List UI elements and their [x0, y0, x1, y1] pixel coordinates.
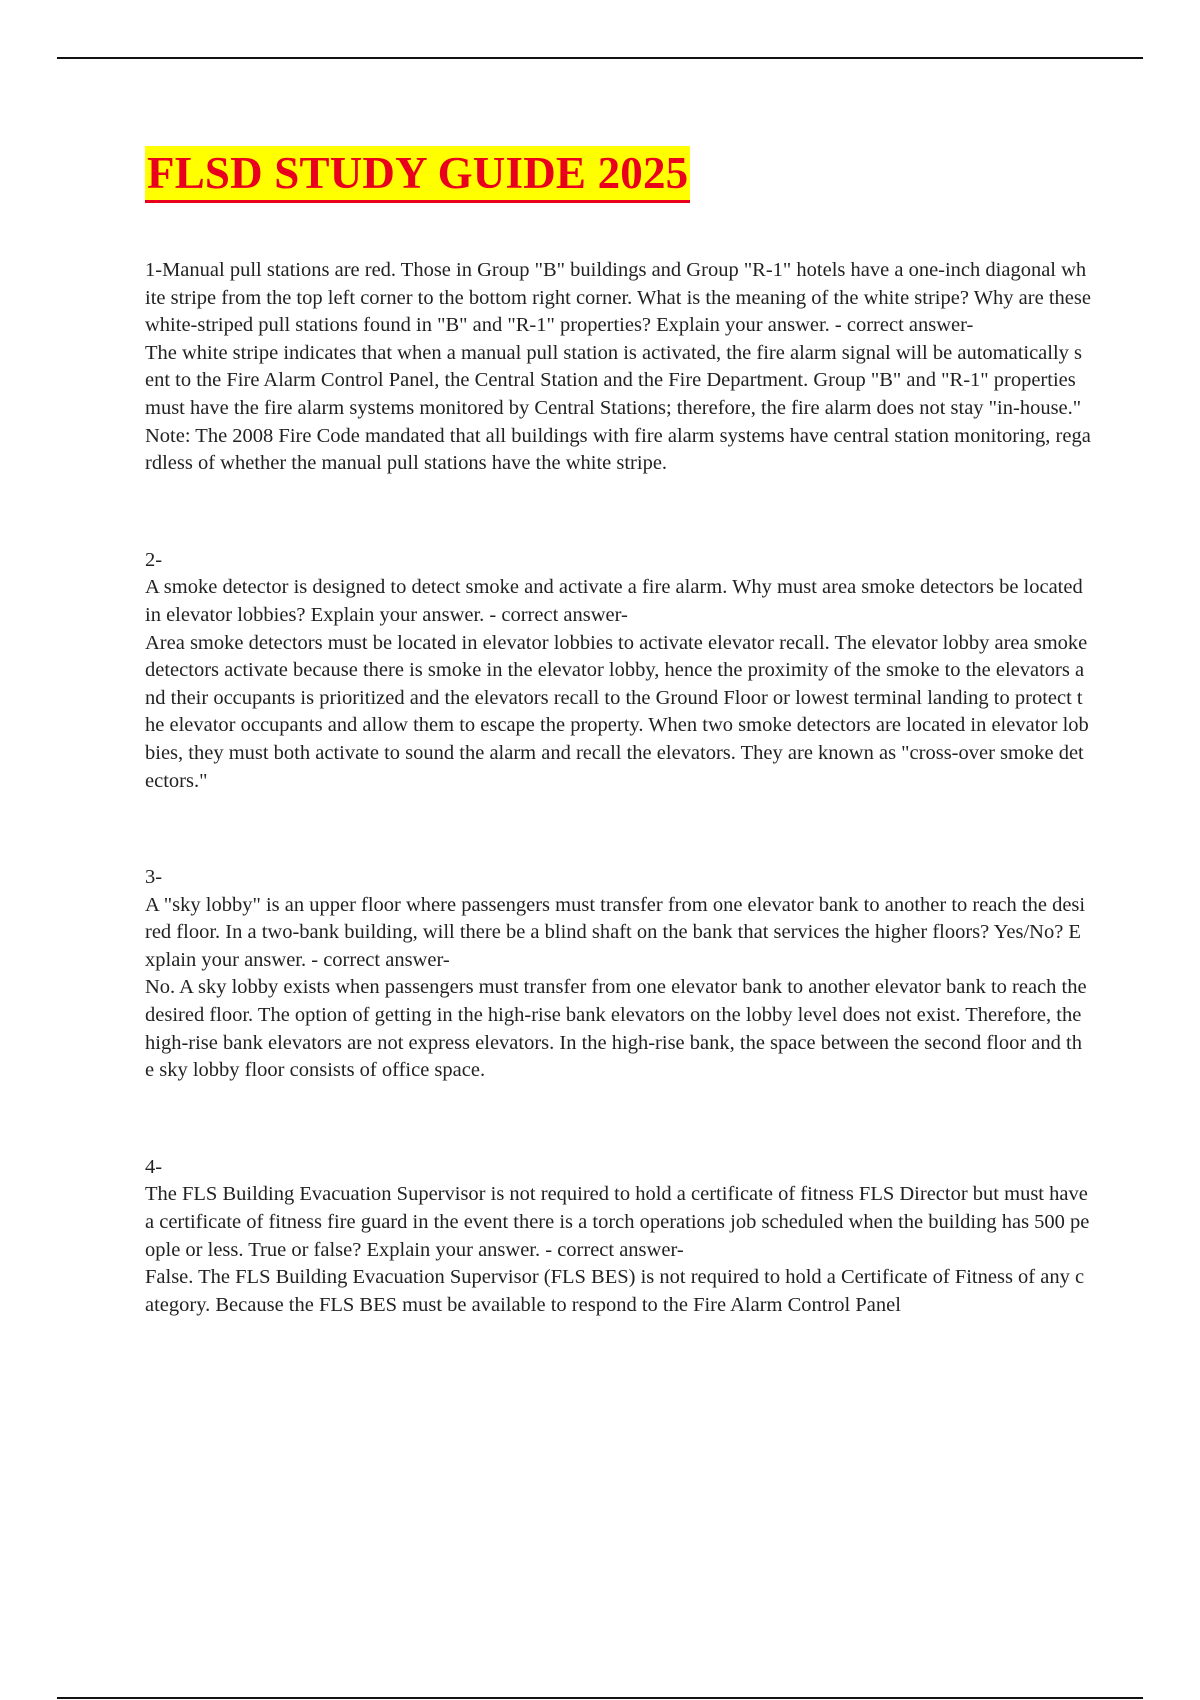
answer-text: No. A sky lobby exists when passengers must transfer from one elevator bank to another elevator bank to reach the desired floor. The option of getting in the high-rise bank elevators on the lobby level does not exist. Therefore, the high-rise bank elevators are not express elevators. In the high-rise bank, the space between the second floor and the sky lobby floor consists of office space.: [145, 976, 1087, 1082]
question-number: 2-: [145, 548, 163, 571]
qa-item-4: [145, 1154, 1091, 1320]
question-number: 4-: [145, 1155, 163, 1178]
answer-text: Area smoke detectors must be located in elevator lobbies to activate elevator recall. The elevator lobby area smoke detectors activate because there is smoke in the elevator lobby, hence the proximity of the smoke to the elevators and their occupants is prioritized and the elevators recall to the Ground Floor or lowest terminal landing to protect the elevator occupants and allow them to escape the property. When two smoke detectors are located in elevator lobbies, they must both activate to sound the alarm and recall the elevators. They are known as "cross-over smoke detectors.": [145, 631, 1089, 792]
document-body: [145, 146, 1091, 1319]
answer-text: The white stripe indicates that when a manual pull station is activated, the fire alarm signal will be automatically sent to the Fire Alarm Control Panel, the Central Station and the Fire Department. Group "B" and "R-1" properties must have the fire alarm systems monitored by Central Stations; therefore, the fire alarm does not stay "in-house." Note: The 2008 Fire Code mandated that all buildings with fire alarm systems have central station monitoring, regardless of whether the manual pull stations have the white stripe.: [145, 341, 1091, 475]
top-rule: [57, 57, 1143, 59]
qa-item-3: [145, 864, 1091, 1085]
question-number: 3-: [145, 866, 163, 889]
question-text: A smoke detector is designed to detect smoke and activate a fire alarm. Why must area smoke detectors be located in elevator lobbies? Explain your answer. - correct answer-: [145, 576, 1083, 626]
document-title: FLSD STUDY GUIDE 2025: [145, 146, 690, 203]
question-text: The FLS Building Evacuation Supervisor is not required to hold a certificate of fitness FLS Director but must have a certificate of fitness fire guard in the event there is a torch operations job scheduled when the building has 500 people or less. True or false? Explain your answer. - correct answer-: [145, 1183, 1090, 1261]
question-text: A "sky lobby" is an upper floor where passengers must transfer from one elevator bank to another to reach the desired floor. In a two-bank building, will there be a blind shaft on the bank that services the higher floors? Yes/No? Explain your answer. - correct answer-: [145, 893, 1086, 971]
answer-text: False. The FLS Building Evacuation Supervisor (FLS BES) is not required to hold a Certificate of Fitness of any category. Because the FLS BES must be available to respond to the Fire Alarm Control Panel: [145, 1266, 1085, 1316]
bottom-rule: [57, 1697, 1143, 1699]
qa-item-1: [145, 257, 1091, 478]
qa-item-2: [145, 547, 1091, 795]
question-text: 1-Manual pull stations are red. Those in Group "B" buildings and Group "R-1" hotels have a one-inch diagonal white stripe from the top left corner to the bottom right corner. What is the meaning of the white stripe? Why are these white-striped pull stations found in "B" and "R-1" properties? Explain your answer. - correct answer-: [145, 259, 1091, 337]
